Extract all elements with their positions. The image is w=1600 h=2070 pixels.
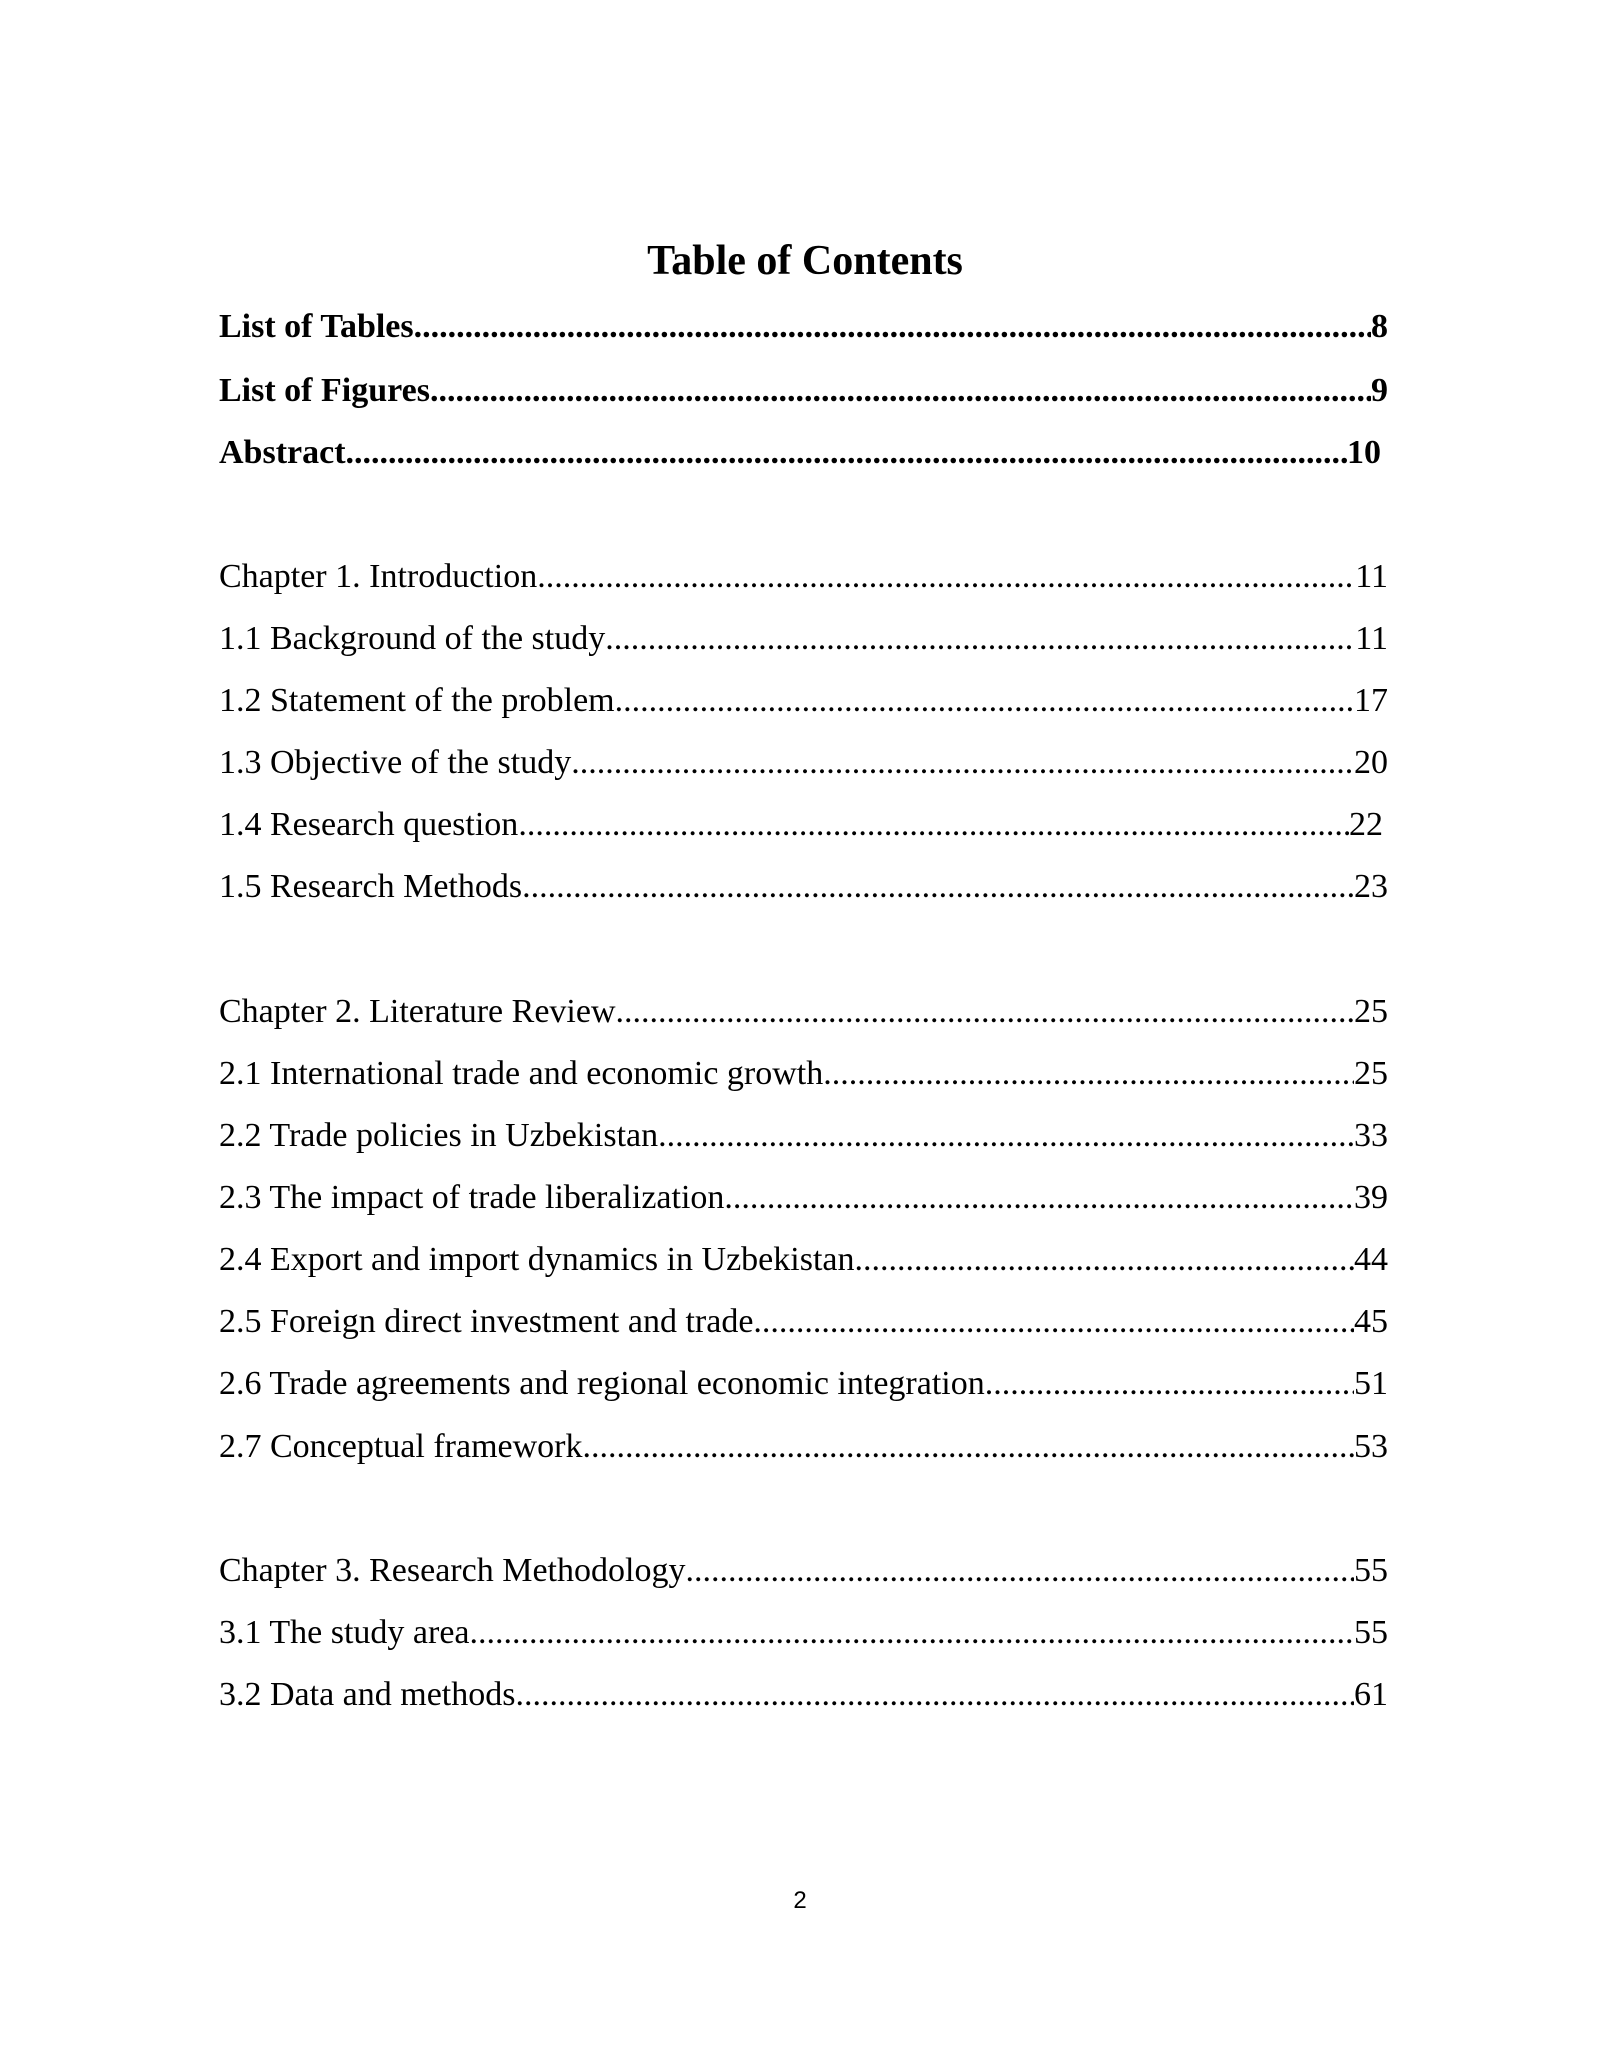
- toc-entry-label: 2.3 The impact of trade liberalization: [219, 1179, 725, 1216]
- toc-entry-label: Chapter 3. Research Methodology: [219, 1552, 686, 1589]
- toc-entry-page: 17: [1354, 682, 1388, 719]
- toc-entry-label: 3.2 Data and methods: [219, 1676, 516, 1713]
- toc-entry-list-of-tables[interactable]: [219, 305, 1388, 349]
- toc-entry-page: 39: [1354, 1179, 1388, 1216]
- toc-entry-1-1[interactable]: [219, 617, 1388, 661]
- dot-leader: [516, 1673, 1355, 1717]
- toc-entry-page: 55: [1354, 1552, 1388, 1589]
- toc-entry-page: 61: [1354, 1676, 1388, 1713]
- toc-entry-2-2[interactable]: [219, 1114, 1388, 1158]
- toc-entry-1-5[interactable]: [219, 865, 1388, 909]
- dot-leader: [753, 1300, 1354, 1344]
- toc-entry-label: 2.4 Export and import dynamics in Uzbekistan: [219, 1241, 855, 1278]
- dot-leader: [823, 1052, 1354, 1096]
- toc-entry-label: 2.6 Trade agreements and regional economic integration: [219, 1365, 985, 1402]
- toc-entry-label: 3.1 The study area: [219, 1614, 470, 1651]
- toc-entry-label: List of Figures: [219, 372, 430, 409]
- toc-entry-page: 25: [1354, 1055, 1388, 1092]
- toc-entry-page: 51: [1354, 1365, 1388, 1402]
- toc-entry-2-6[interactable]: [219, 1362, 1388, 1406]
- toc-entry-page: 20: [1354, 744, 1388, 781]
- toc-entry-label: Abstract: [219, 434, 346, 471]
- toc-entry-3-1[interactable]: [219, 1611, 1388, 1655]
- dot-leader: [537, 555, 1355, 599]
- toc-entry-label: Chapter 1. Introduction: [219, 558, 538, 595]
- dot-leader: [615, 679, 1354, 723]
- toc-entry-2-5[interactable]: [219, 1300, 1388, 1344]
- dot-leader: [685, 1549, 1354, 1593]
- dot-leader: [724, 1176, 1354, 1220]
- toc-entry-abstract[interactable]: [219, 431, 1381, 475]
- toc-entry-label: 2.2 Trade policies in Uzbekistan: [219, 1117, 659, 1154]
- toc-entry-page: 55: [1354, 1614, 1388, 1651]
- dot-leader: [616, 990, 1354, 1034]
- toc-entry-page: 25: [1354, 993, 1388, 1030]
- toc-entry-label: 1.2 Statement of the problem: [219, 682, 615, 719]
- dot-leader: [346, 431, 1347, 475]
- toc-entry-label: 1.1 Background of the study: [219, 620, 606, 657]
- toc-entry-2-3[interactable]: [219, 1176, 1388, 1220]
- page-number: 2: [793, 1887, 807, 1914]
- toc-entry-1-2[interactable]: [219, 679, 1388, 723]
- toc-entry-label: Chapter 2. Literature Review: [219, 993, 616, 1030]
- toc-entry-2-7[interactable]: [219, 1425, 1388, 1469]
- toc-entry-page: 8: [1371, 308, 1388, 345]
- toc-entry-label: 1.3 Objective of the study: [219, 744, 572, 781]
- toc-entry-label: List of Tables: [219, 308, 414, 345]
- toc-entry-page: 9: [1371, 372, 1388, 409]
- toc-entry-label: 1.5 Research Methods: [219, 868, 523, 905]
- toc-entry-chapter-1[interactable]: [219, 555, 1388, 599]
- toc-entry-label: 2.5 Foreign direct investment and trade: [219, 1303, 754, 1340]
- toc-entry-page: 45: [1354, 1303, 1388, 1340]
- dot-leader: [522, 865, 1354, 909]
- toc-entry-page: 53: [1354, 1428, 1388, 1465]
- toc-entry-chapter-2[interactable]: [219, 990, 1388, 1034]
- toc-entry-1-4[interactable]: [219, 803, 1383, 847]
- toc-entry-2-4[interactable]: [219, 1238, 1388, 1282]
- dot-leader: [518, 803, 1349, 847]
- toc-entry-chapter-3[interactable]: [219, 1549, 1388, 1593]
- page-title: Table of Contents: [647, 238, 963, 284]
- dot-leader: [855, 1238, 1355, 1282]
- dot-leader: [985, 1362, 1354, 1406]
- toc-entry-page: 10: [1347, 434, 1381, 471]
- toc-entry-page: 33: [1354, 1117, 1388, 1154]
- dot-leader: [571, 741, 1354, 785]
- toc-entry-2-1[interactable]: [219, 1052, 1388, 1096]
- dot-leader: [583, 1425, 1355, 1469]
- toc-entry-list-of-figures[interactable]: [219, 369, 1388, 413]
- dot-leader: [658, 1114, 1354, 1158]
- toc-entry-1-3[interactable]: [219, 741, 1388, 785]
- toc-entry-label: 1.4 Research question: [219, 806, 519, 843]
- toc-entry-page: 23: [1354, 868, 1388, 905]
- dot-leader: [430, 369, 1371, 413]
- toc-entry-page: 44: [1354, 1241, 1388, 1278]
- toc-entry-label: 2.1 International trade and economic growth: [219, 1055, 824, 1092]
- toc-entry-page: 22: [1349, 806, 1383, 843]
- toc-entry-page: 11: [1355, 620, 1388, 657]
- toc-entry-3-2[interactable]: [219, 1673, 1388, 1717]
- dot-leader: [470, 1611, 1354, 1655]
- dot-leader: [605, 617, 1355, 661]
- toc-entry-label: 2.7 Conceptual framework: [219, 1428, 583, 1465]
- dot-leader: [414, 305, 1371, 349]
- toc-entry-page: 11: [1355, 558, 1388, 595]
